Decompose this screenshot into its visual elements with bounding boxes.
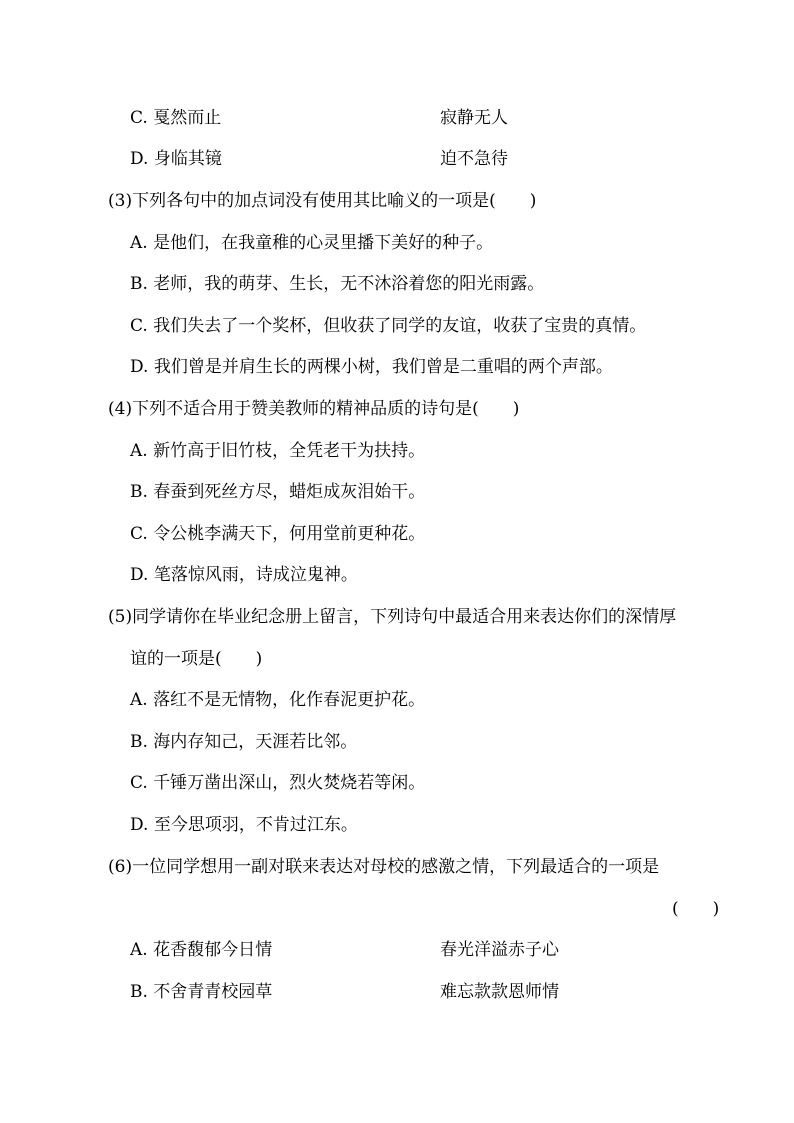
q3-option-c: C. 我们失去了一个奖杯，但收获了同学的友谊，收获了宝贵的真情。 [130, 316, 647, 336]
q4-option-d: D. 笔落惊风雨，诗成泣鬼神。 [130, 565, 358, 585]
q5-stem-line1: (5)同学请你在毕业纪念册上留言，下列诗句中最适合用来表达你们的深情厚 [108, 607, 677, 627]
q3-option-b: B. 老师，我的萌芽、生长，无不沐浴着您的阳光雨露。 [130, 274, 545, 294]
q5-option-d: D. 至今思项羽，不肯过江东。 [130, 815, 358, 835]
q5-option-c: C. 千锤万凿出深山，烈火焚烧若等闲。 [130, 773, 426, 793]
q3-option-d: D. 我们曾是并肩生长的两棵小树，我们曾是二重唱的两个声部。 [130, 357, 613, 377]
q2-option-c-left: C. 戛然而止 [130, 108, 222, 128]
q5-option-a: A. 落红不是无情物，化作春泥更护花。 [130, 690, 426, 710]
q6-option-b-left: B. 不舍青青校园草 [130, 982, 273, 1002]
q6-option-b-right: 难忘款款恩师情 [440, 982, 559, 1002]
q3-option-a: A. 是他们，在我童稚的心灵里播下美好的种子。 [130, 233, 494, 253]
q5-option-b: B. 海内存知己，天涯若比邻。 [130, 732, 358, 752]
q4-option-a: A. 新竹高于旧竹枝，全凭老干为扶持。 [130, 441, 426, 461]
q2-option-d-right: 迫不急待 [440, 149, 508, 169]
q5-stem-line2: 谊的一项是( ) [130, 649, 263, 669]
q2-option-d-left: D. 身临其镜 [130, 149, 222, 169]
q6-option-a-left: A. 花香馥郁今日情 [130, 940, 273, 960]
q3-stem: (3)下列各句中的加点词没有使用其比喻义的一项是( ) [108, 191, 537, 211]
q6-option-a-right: 春光洋溢赤子心 [440, 940, 559, 960]
q4-option-b: B. 春蚕到死丝方尽，蜡炬成灰泪始干。 [130, 482, 426, 502]
q6-stem: (6)一位同学想用一副对联来表达对母校的感激之情，下列最适合的一项是 [108, 857, 660, 877]
q6-answer-paren: ( ) [672, 899, 720, 919]
q4-stem: (4)下列不适合用于赞美教师的精神品质的诗句是( ) [108, 399, 520, 419]
q2-option-c-right: 寂静无人 [440, 108, 508, 128]
q4-option-c: C. 令公桃李满天下，何用堂前更种花。 [130, 524, 426, 544]
